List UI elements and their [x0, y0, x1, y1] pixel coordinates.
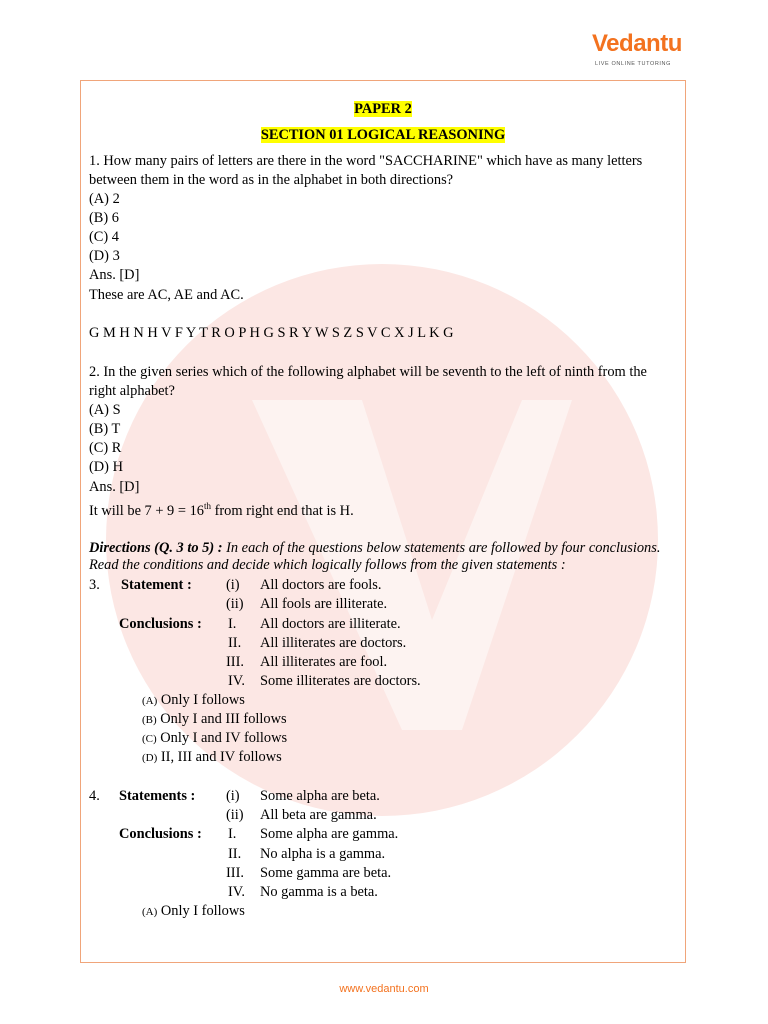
- q1-option: (B) 6: [89, 210, 119, 226]
- q2-text-line1: 2. In the given series which of the following alphabet will be seventh to the left of ninth from the: [89, 364, 647, 380]
- q3-option: [142, 729, 287, 748]
- q2-expl-b: from right end that is H.: [210, 502, 354, 519]
- logo-wordmark: Vedantu: [592, 30, 682, 57]
- q4-statement: Some alpha are beta.: [260, 788, 380, 804]
- paper-title-row: [80, 100, 686, 118]
- q3-statement-label: Statement :: [121, 577, 192, 593]
- q3-option: [142, 691, 245, 710]
- vedantu-logo: [592, 30, 692, 72]
- q3-option-text: Only I and III follows: [160, 711, 287, 727]
- q2-expl-sup: th: [203, 501, 211, 511]
- q4-conclusion-roman: II.: [228, 846, 242, 862]
- q3-statement: All doctors are fools.: [260, 577, 382, 593]
- section-title-row: [80, 126, 686, 144]
- q4-conclusion: Some gamma are beta.: [260, 865, 392, 881]
- q3-conclusion: All doctors are illiterate.: [260, 616, 401, 632]
- directions-lead: Directions (Q. 3 to 5) :: [89, 540, 223, 556]
- q3-conclusion-roman: III.: [226, 654, 244, 670]
- q3-option-letter: (D): [142, 752, 158, 764]
- q2-expl-a: It will be 7 + 9 = 16: [89, 502, 204, 519]
- q3-option-letter: (B): [142, 714, 157, 726]
- q3-option-text: Only I and IV follows: [160, 730, 288, 746]
- q4-option-text: Only I follows: [160, 903, 245, 919]
- q4-number: 4.: [89, 788, 100, 804]
- q3-statement-roman: (i): [226, 577, 240, 593]
- q2-explanation: [89, 497, 354, 520]
- letter-series: G M H N H V F Y T R O P H G S R Y W S Z S V C X J L K G: [89, 325, 454, 341]
- section-title: SECTION 01 LOGICAL REASONING: [260, 127, 506, 143]
- q4-statement: All beta are gamma.: [260, 807, 377, 823]
- q4-option: [142, 902, 245, 921]
- q2-option: (B) T: [89, 421, 121, 437]
- q2-option: (C) R: [89, 440, 122, 456]
- q2-answer: Ans. [D]: [89, 479, 140, 495]
- q3-conclusion: All illiterates are fool.: [260, 654, 388, 670]
- q2-option: (D) H: [89, 459, 123, 475]
- q3-number: 3.: [89, 577, 100, 593]
- footer-url[interactable]: www.vedantu.com: [339, 983, 429, 995]
- q4-conclusions-label: Conclusions :: [119, 826, 202, 842]
- q3-conclusion-roman: I.: [228, 616, 237, 632]
- q1-explanation: These are AC, AE and AC.: [89, 287, 244, 303]
- q1-text-line2: between them in the word as in the alphabet in both directions?: [89, 172, 454, 188]
- q3-conclusion: Some illiterates are doctors.: [260, 673, 421, 689]
- q4-conclusion: No gamma is a beta.: [260, 884, 378, 900]
- q4-conclusion-roman: III.: [226, 865, 244, 881]
- directions-line2: Read the conditions and decide which logically follows from the given statements :: [89, 557, 566, 573]
- paper-title: PAPER 2: [354, 101, 412, 117]
- q2-text-line2: right alphabet?: [89, 383, 175, 399]
- q4-conclusion: Some alpha are gamma.: [260, 826, 399, 842]
- q1-text-line1: 1. How many pairs of letters are there in the word "SACCHARINE" which have as many letters: [89, 153, 643, 169]
- q4-statement-roman: (i): [226, 788, 240, 804]
- q3-option: [142, 748, 282, 767]
- q3-option-text: Only I follows: [160, 692, 245, 708]
- directions-line1: [89, 539, 660, 557]
- q4-statement-roman: (ii): [226, 807, 244, 823]
- q3-option-text: II, III and IV follows: [160, 749, 282, 765]
- q3-statement: All fools are illiterate.: [260, 596, 388, 612]
- q4-conclusion-roman: IV.: [228, 884, 245, 900]
- q3-conclusions-label: Conclusions :: [119, 616, 202, 632]
- q4-option-letter: (A): [142, 906, 158, 918]
- q3-conclusion-roman: IV.: [228, 673, 245, 689]
- directions-text1: In each of the questions below statements are followed by four conclusions.: [222, 540, 661, 556]
- q3-statement-roman: (ii): [226, 596, 244, 612]
- q3-conclusion-roman: II.: [228, 635, 242, 651]
- q2-option: (A) S: [89, 402, 121, 418]
- q4-conclusion: No alpha is a gamma.: [260, 846, 386, 862]
- q1-option: (C) 4: [89, 229, 119, 245]
- q3-option-letter: (A): [142, 695, 158, 707]
- q1-answer: Ans. [D]: [89, 267, 140, 283]
- q1-option: (A) 2: [89, 191, 120, 207]
- logo-tagline: LIVE ONLINE TUTORING: [595, 61, 671, 67]
- q4-statement-label: Statements :: [119, 788, 196, 804]
- q3-option-letter: (C): [142, 733, 157, 745]
- q1-option: (D) 3: [89, 248, 120, 264]
- q4-conclusion-roman: I.: [228, 826, 237, 842]
- q3-conclusion: All illiterates are doctors.: [260, 635, 407, 651]
- q3-option: [142, 710, 287, 729]
